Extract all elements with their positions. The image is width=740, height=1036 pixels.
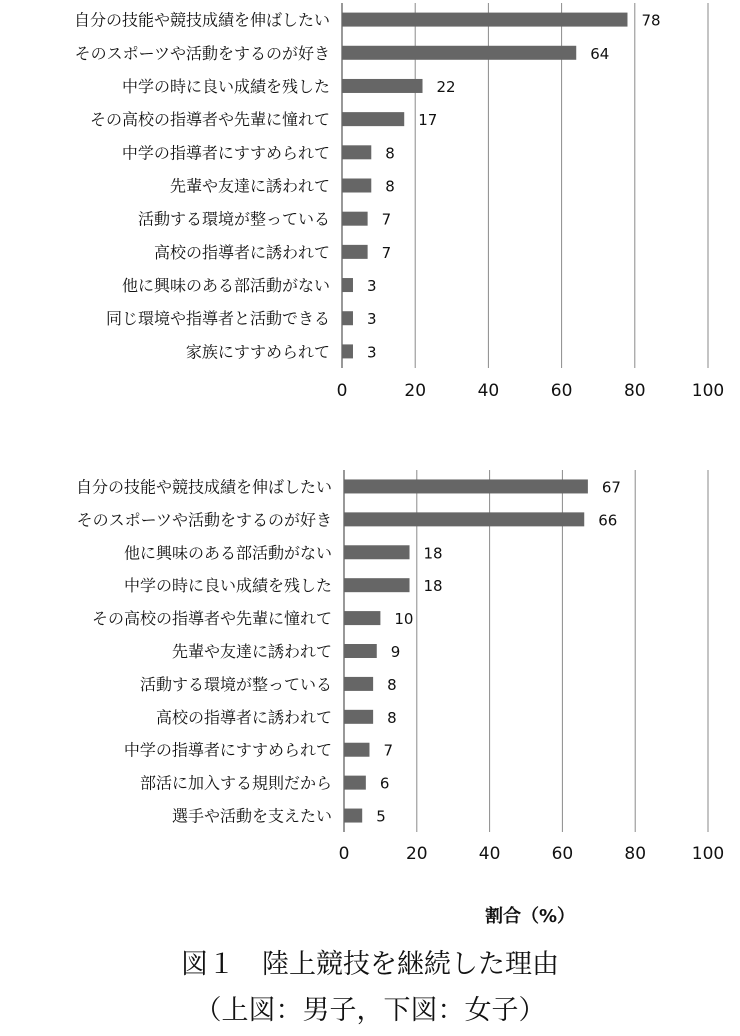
data-label: 22 <box>436 77 456 96</box>
data-label: 3 <box>366 343 377 362</box>
bar <box>342 212 368 226</box>
x-tick-label: 0 <box>338 844 350 864</box>
bar <box>342 278 353 292</box>
figure-caption-subtitle: （上図：男子，下図：女子） <box>194 995 546 1026</box>
x-tick-label: 40 <box>478 844 501 864</box>
bar <box>344 611 380 625</box>
data-label: 8 <box>387 675 397 694</box>
x-tick-label: 100 <box>691 844 725 864</box>
data-label: 66 <box>598 511 618 530</box>
category-label: 先輩や友達に誘われて <box>171 642 332 661</box>
x-tick-label: 40 <box>477 381 500 401</box>
data-label: 7 <box>381 243 392 262</box>
category-label: その高校の指導者や先輩に憧れて <box>91 609 332 629</box>
category-label: 活動する環境が整っている <box>137 209 330 229</box>
category-label: 高校の指導者に誘われて <box>155 707 332 727</box>
category-label: そのスポーツや活動をするのが好き <box>76 510 332 530</box>
bar <box>342 344 353 358</box>
x-tick-label: 60 <box>551 844 574 864</box>
data-label: 78 <box>641 11 661 30</box>
data-label: 64 <box>590 44 610 63</box>
data-label: 5 <box>376 807 386 826</box>
bar <box>344 545 410 559</box>
data-label: 8 <box>387 708 397 727</box>
data-label: 8 <box>385 144 395 163</box>
category-label: 活動する環境が整っている <box>139 674 332 694</box>
x-tick-label: 80 <box>624 844 647 864</box>
category-label: 先輩や友達に誘われて <box>169 176 330 196</box>
data-label: 67 <box>601 478 621 497</box>
data-label: 6 <box>379 774 390 793</box>
x-tick-label: 20 <box>405 844 428 864</box>
category-label: 中学の指導者にすすめられて <box>123 740 332 760</box>
category-label: 部活に加入する規則だから <box>139 773 332 793</box>
category-label: 高校の指導者に誘われて <box>153 242 330 262</box>
data-label: 10 <box>394 610 414 629</box>
bar <box>344 677 373 691</box>
bar <box>342 13 627 27</box>
category-label: 同じ環境や指導者と活動できる <box>105 309 330 329</box>
x-tick-label: 60 <box>550 381 573 401</box>
bar <box>342 245 368 259</box>
bar <box>342 179 371 193</box>
bar <box>344 743 369 757</box>
category-label: 選手や活動を支えたい <box>171 806 332 826</box>
data-label: 18 <box>423 577 443 596</box>
figure-caption: 図１ 陸上競技を継続した理由 <box>181 949 559 980</box>
data-label: 7 <box>383 741 394 760</box>
bar <box>344 710 373 724</box>
data-label: 7 <box>381 210 392 229</box>
bar <box>342 46 576 60</box>
data-label: 8 <box>385 177 395 196</box>
category-label: 他に興味のある部活動がない <box>121 276 330 296</box>
category-label: 他に興味のある部活動がない <box>123 543 332 563</box>
category-label: 家族にすすめられて <box>185 342 330 362</box>
bar <box>344 776 366 790</box>
category-label: そのスポーツや活動をするのが好き <box>74 43 330 63</box>
data-label: 3 <box>366 310 377 329</box>
x-tick-label: 100 <box>691 381 725 401</box>
category-label: 自分の技能や競技成績を伸ばしたい <box>73 10 330 30</box>
bar <box>344 809 362 823</box>
category-label: 自分の技能や競技成績を伸ばしたい <box>75 477 332 497</box>
category-label: 中学の指導者にすすめられて <box>121 143 330 163</box>
data-label: 9 <box>390 643 401 661</box>
x-tick-label: 80 <box>623 381 646 401</box>
category-label: 中学の時に良い成績を残した <box>121 76 330 96</box>
bar <box>344 644 377 658</box>
bar <box>344 479 588 493</box>
data-label: 18 <box>423 544 443 563</box>
x-axis-label: 割合（%） <box>484 906 576 927</box>
bar <box>342 79 423 93</box>
bar <box>342 112 404 126</box>
bar <box>344 512 584 526</box>
category-label: その高校の指導者や先輩に憧れて <box>89 110 330 130</box>
bar <box>342 311 353 325</box>
category-label: 中学の時に良い成績を残した <box>123 576 332 596</box>
data-label: 17 <box>418 111 438 130</box>
bar <box>342 145 371 159</box>
x-tick-label: 0 <box>336 381 348 401</box>
data-label: 3 <box>366 277 377 296</box>
bar <box>344 578 410 592</box>
x-tick-label: 20 <box>404 381 427 401</box>
